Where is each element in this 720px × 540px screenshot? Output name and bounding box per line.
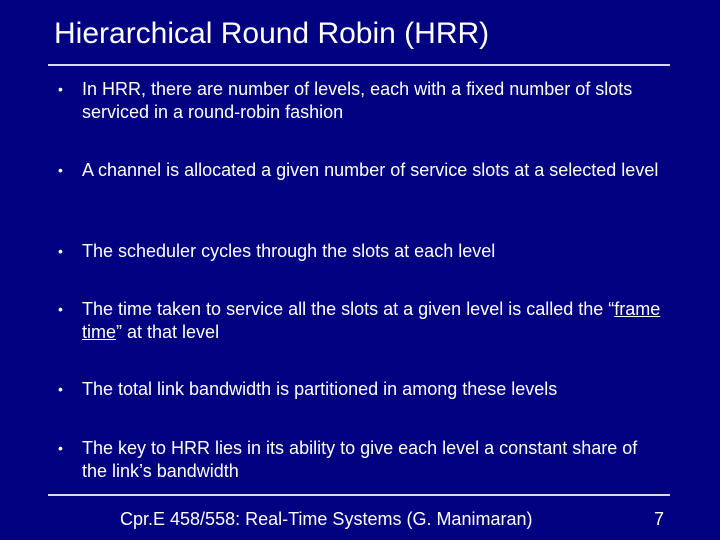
footer-course-label: Cpr.E 458/558: Real-Time Systems (G. Manimaran): [120, 509, 533, 529]
bullet-item: [56, 378, 666, 401]
bullet-marker: •: [58, 440, 63, 456]
slide-title: Hierarchical Round Robin (HRR): [54, 17, 490, 50]
frame-time-term: frame time: [82, 299, 661, 342]
bullet-marker: •: [58, 381, 63, 397]
bullet-item: [56, 78, 666, 124]
bullet-marker: •: [58, 162, 63, 178]
bullet-item: [56, 437, 666, 483]
bullet-text: The total link bandwidth is partitioned in among these levels: [82, 379, 558, 399]
bullet-item: [56, 240, 666, 263]
bullet-text: [82, 298, 666, 344]
bullet-item: [56, 159, 666, 182]
bullet-text: In HRR, there are number of levels, each with a fixed number of slots serviced in a round-robin fashion: [82, 79, 633, 122]
page-number: 7: [654, 509, 665, 529]
bullet-marker: •: [58, 81, 63, 97]
bullet-marker: •: [58, 301, 63, 317]
bullet-text: The scheduler cycles through the slots at each level: [82, 241, 496, 261]
bullet-text-after: ” at that level: [116, 322, 220, 342]
bullet-marker: •: [58, 243, 63, 259]
footer-divider: [48, 494, 670, 496]
bullet-item: [56, 298, 666, 344]
bullet-text: A channel is allocated a given number of service slots at a selected level: [82, 160, 659, 180]
bullet-text: The key to HRR lies in its ability to give each level a constant share of the link’s bandwidth: [82, 438, 638, 481]
bullet-text-before: The time taken to service all the slots at a given level is called the “: [82, 299, 615, 319]
